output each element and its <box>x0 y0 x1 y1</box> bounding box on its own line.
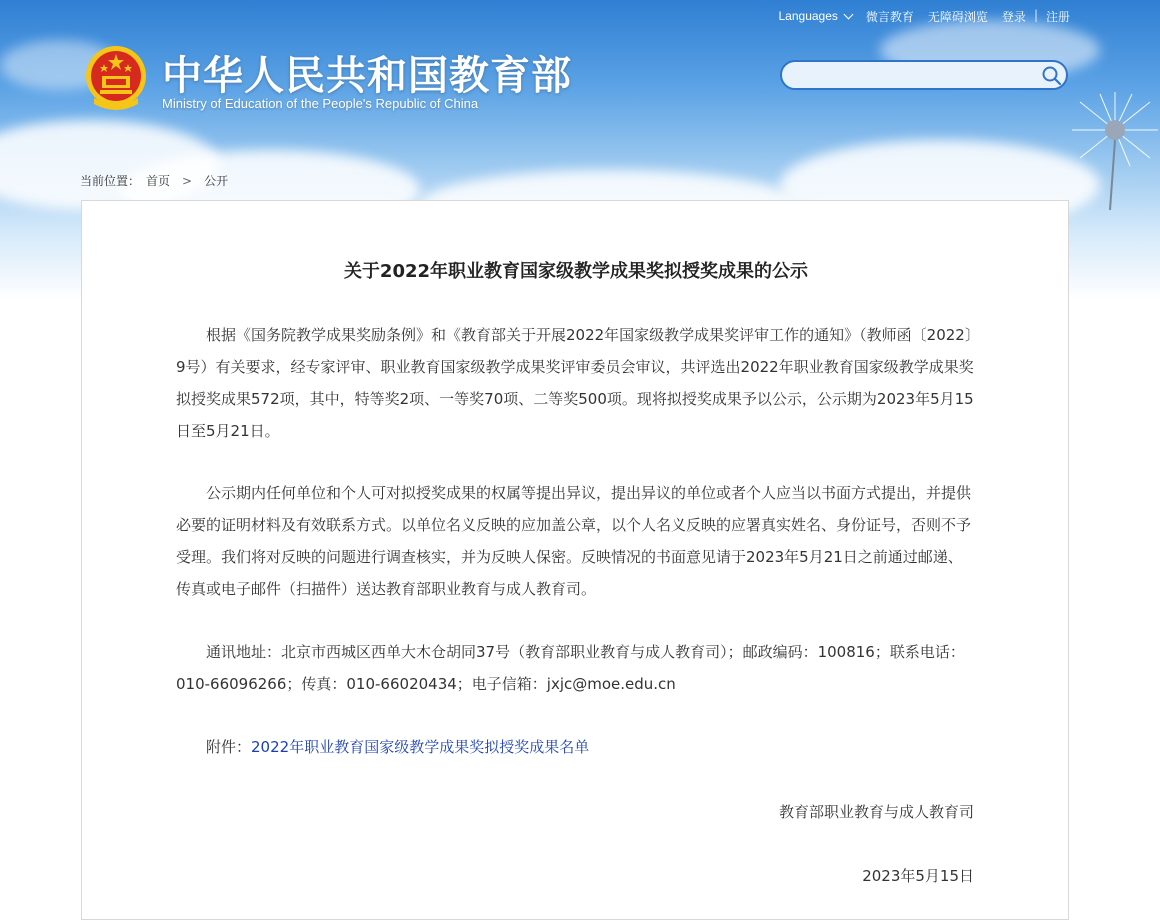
attachment-line <box>176 731 976 763</box>
breadcrumb-prefix: 当前位置： <box>80 174 141 188</box>
attachment-label: 附件： <box>206 738 252 756</box>
chevron-down-icon <box>843 10 853 20</box>
breadcrumb-current-link[interactable]: 公开 <box>204 174 229 188</box>
languages-dropdown[interactable] <box>779 9 852 23</box>
search-input[interactable] <box>794 62 1038 88</box>
national-emblem-logo[interactable] <box>84 44 148 110</box>
article-card <box>81 200 1069 920</box>
article-title: 关于2022年职业教育国家级教学成果奖拟授奖成果的公示 <box>343 261 809 282</box>
site-title-chinese[interactable]: 中华人民共和国教育部 <box>162 53 572 99</box>
attachment-link[interactable]: 2022年职业教育国家级教学成果奖拟授奖成果名单 <box>251 738 590 756</box>
site-title-english[interactable]: Ministry of Education of the People's Republic of China <box>162 96 479 111</box>
languages-label: Languages <box>778 9 838 23</box>
search-icon[interactable] <box>1038 62 1066 88</box>
dandelion-decoration-icon <box>1070 90 1160 210</box>
article-paragraph-2: 公示期内任何单位和个人可对拟授奖成果的权属等提出异议，提出异议的单位或者个人应当以书面方式提出，并提供必要的证明材料及有效联系方式。以单位名义反映的应加盖公章，以个人名义反映的应署真实姓名、身份证号，否则不予受理。我们将对反映的问题进行调查核实，并为反映人保密。反映情况的书面意见请于2023年5月21日之前通过邮递、传真或电子邮件（扫描件）送达教育部职业教育与成人教育司。 <box>176 484 972 598</box>
breadcrumb-separator: > <box>182 173 193 188</box>
divider: | <box>1033 7 1038 22</box>
article-paragraph-3: 通讯地址：北京市西城区西单大木仓胡同37号（教育部职业教育与成人教育司）；邮政编码：100816；联系电话：010-66096266；传真：010-66020434；电子信箱：jxjc@moe.edu.cn <box>176 643 965 693</box>
top-links-bar <box>779 6 1071 26</box>
link-accessibility[interactable]: 无障碍浏览 <box>927 9 988 24</box>
breadcrumb <box>80 172 228 189</box>
signature-department: 教育部职业教育与成人教育司 <box>778 803 974 821</box>
search-box <box>780 60 1068 90</box>
article-paragraph-1: 根据《国务院教学成果奖励条例》和《教育部关于开展2022年国家级教学成果奖评审工作的通知》（教师函〔2022〕9号）有关要求，经专家评审、职业教育国家级教学成果奖评审委员会审议，共评选出2022年职业教育国家级教学成果奖拟授奖成果572项，其中，特等奖2项、一等奖70项、二等奖500项。现将拟授奖成果予以公示，公示期为2023年5月15日至5月21日。 <box>176 326 974 440</box>
signature-date: 2023年5月15日 <box>862 867 974 885</box>
link-login[interactable]: 登录 <box>1001 9 1026 24</box>
emblem-icon <box>84 44 148 110</box>
breadcrumb-home-link[interactable]: 首页 <box>146 174 171 188</box>
link-weiyan-education[interactable]: 微言教育 <box>865 9 914 24</box>
link-register[interactable]: 注册 <box>1045 9 1070 24</box>
